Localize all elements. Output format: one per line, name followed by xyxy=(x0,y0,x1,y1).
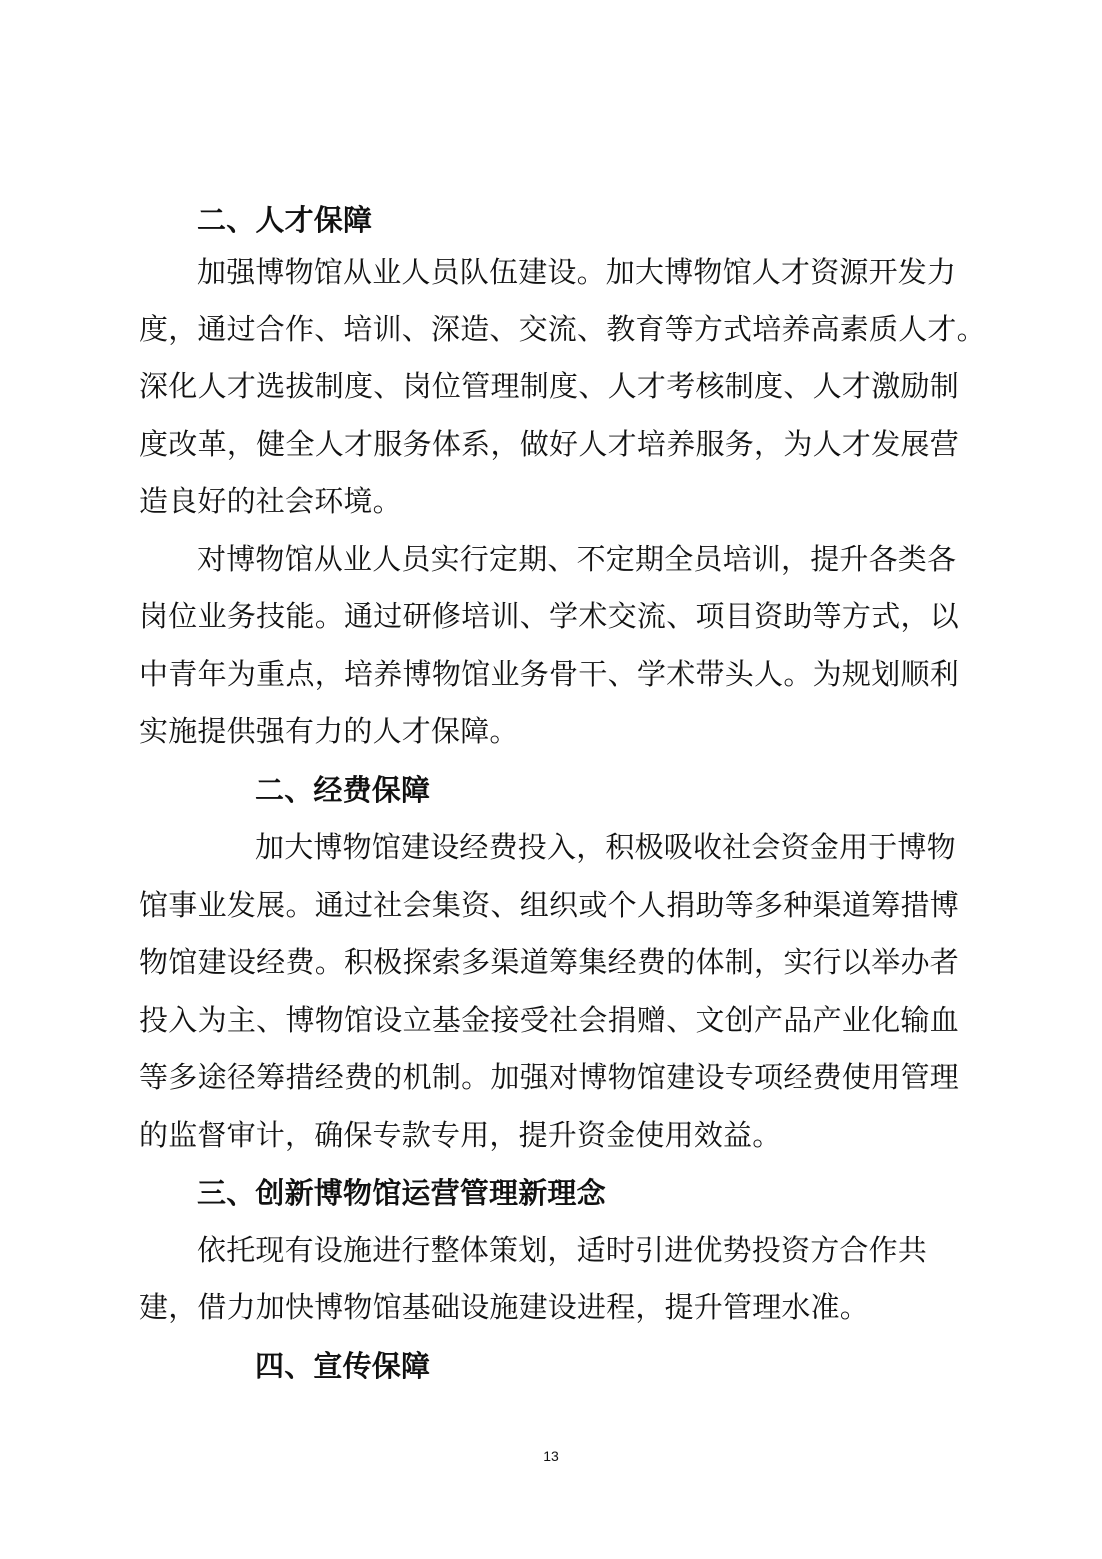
paragraph-line: 造良好的社会环境。 xyxy=(139,484,402,518)
paragraph-line: 投入为主、博物馆设立基金接受社会捐赠、文创产品产业化输血 xyxy=(139,1003,959,1037)
paragraph-line: 对博物馆从业人员实行定期、不定期全员培训，提升各类各 xyxy=(197,542,957,576)
paragraph-line: 实施提供强有力的人才保障。 xyxy=(139,714,519,748)
paragraph-line: 等多途径筹措经费的机制。加强对博物馆建设专项经费使用管理 xyxy=(139,1060,959,1094)
section-heading-publicity: 四、宣传保障 xyxy=(255,1349,431,1383)
paragraph-line: 物馆建设经费。积极探索多渠道筹集经费的体制，实行以举办者 xyxy=(139,945,959,979)
paragraph-line: 的监督审计，确保专款专用，提升资金使用效益。 xyxy=(139,1118,782,1152)
paragraph-line: 岗位业务技能。通过研修培训、学术交流、项目资助等方式，以 xyxy=(139,599,959,633)
section-heading-talent: 二、人才保障 xyxy=(197,203,373,237)
paragraph-line: 中青年为重点，培养博物馆业务骨干、学术带头人。为规划顺利 xyxy=(139,657,959,691)
paragraph-line: 加强博物馆从业人员队伍建设。加大博物馆人才资源开发力 xyxy=(197,255,957,289)
paragraph-line: 馆事业发展。通过社会集资、组织或个人捐助等多种渠道筹措博 xyxy=(139,888,959,922)
paragraph-line: 依托现有设施进行整体策划，适时引进优势投资方合作共 xyxy=(197,1233,928,1267)
section-heading-innovation: 三、创新博物馆运营管理新理念 xyxy=(197,1176,606,1210)
paragraph-line: 度改革，健全人才服务体系，做好人才培养服务，为人才发展营 xyxy=(139,427,959,461)
paragraph-line: 加大博物馆建设经费投入，积极吸收社会资金用于博物 xyxy=(255,830,956,864)
page-number: 13 xyxy=(543,1448,559,1464)
paragraph-line: 深化人才选拔制度、岗位管理制度、人才考核制度、人才激励制 xyxy=(139,369,959,403)
section-heading-funding: 二、经费保障 xyxy=(255,773,431,807)
paragraph-line: 度，通过合作、培训、深造、交流、教育等方式培养高素质人才。 xyxy=(139,312,986,346)
paragraph-line: 建，借力加快博物馆基础设施建设进程，提升管理水准。 xyxy=(139,1290,870,1324)
